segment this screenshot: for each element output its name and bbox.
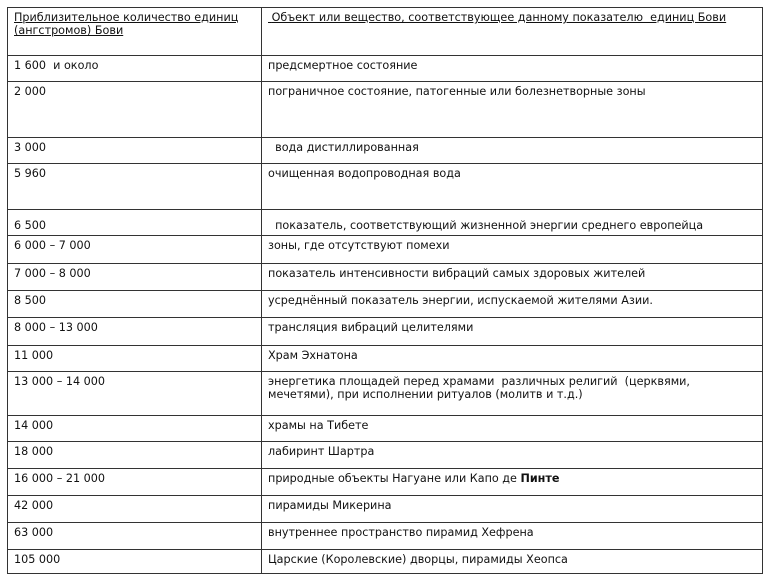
table-row [8, 236, 763, 264]
cell-units: 42 000 [8, 496, 262, 523]
bovis-units-table [7, 7, 763, 574]
cell-object: показатель, соответствующий жизненной энергии среднего европейца [262, 210, 763, 236]
cell-units: 2 000 [8, 82, 262, 138]
cell-object: внутреннее пространство пирамид Хефрена [262, 523, 763, 550]
cell-object: предсмертное состояние [262, 56, 763, 82]
cell-units: 8 000 – 13 000 [8, 318, 262, 346]
cell-units: 3 000 [8, 138, 262, 164]
header-units: Приблизительное количество единиц (ангстромов) Бови [8, 8, 262, 56]
cell-units: 105 000 [8, 550, 262, 574]
cell-units: 18 000 [8, 442, 262, 469]
cell-object-text: природные объекты Нагуане или Капо де [268, 472, 521, 485]
cell-units: 6 000 – 7 000 [8, 236, 262, 264]
table-row [8, 442, 763, 469]
cell-object: вода дистиллированная [262, 138, 763, 164]
cell-object: пограничное состояние, патогенные или болезнетворные зоны [262, 82, 763, 138]
cell-object: показатель интенсивности вибраций самых здоровых жителей [262, 264, 763, 291]
cell-object [262, 469, 763, 496]
cell-units: 14 000 [8, 416, 262, 442]
table-row [8, 550, 763, 574]
table-row [8, 416, 763, 442]
table-row [8, 138, 763, 164]
cell-object: пирамиды Микерина [262, 496, 763, 523]
header-object: Объект или вещество, соответствующее данному показателю единиц Бови [262, 8, 763, 56]
table-row [8, 318, 763, 346]
table-row [8, 264, 763, 291]
cell-object-bold-text: Пинте [520, 472, 560, 485]
table-row [8, 346, 763, 372]
cell-units: 11 000 [8, 346, 262, 372]
table-row [8, 291, 763, 318]
table-row [8, 82, 763, 138]
cell-object: зоны, где отсутствуют помехи [262, 236, 763, 264]
table-row [8, 496, 763, 523]
cell-object: храмы на Тибете [262, 416, 763, 442]
table-row [8, 469, 763, 496]
document-page [7, 7, 763, 574]
cell-units: 13 000 – 14 000 [8, 372, 262, 416]
cell-object: Царские (Королевские) дворцы, пирамиды Хеопса [262, 550, 763, 574]
cell-object: трансляция вибраций целителями [262, 318, 763, 346]
cell-units: 7 000 – 8 000 [8, 264, 262, 291]
cell-units: 63 000 [8, 523, 262, 550]
cell-object: очищенная водопроводная вода [262, 164, 763, 210]
cell-object: Храм Эхнатона [262, 346, 763, 372]
table-row [8, 56, 763, 82]
table-row [8, 210, 763, 236]
cell-units: 1 600 и около [8, 56, 262, 82]
table-row [8, 372, 763, 416]
cell-units: 16 000 – 21 000 [8, 469, 262, 496]
cell-object: лабиринт Шартра [262, 442, 763, 469]
cell-units: 5 960 [8, 164, 262, 210]
table-header-row [8, 8, 763, 56]
table-row [8, 164, 763, 210]
cell-units: 6 500 [8, 210, 262, 236]
cell-object: энергетика площадей перед храмами различных религий (церквями, мечетями), при исполнении ритуалов (молитв и т.д.) [262, 372, 763, 416]
table-row [8, 523, 763, 550]
cell-units: 8 500 [8, 291, 262, 318]
cell-object: усреднённый показатель энергии, испускаемой жителями Азии. [262, 291, 763, 318]
